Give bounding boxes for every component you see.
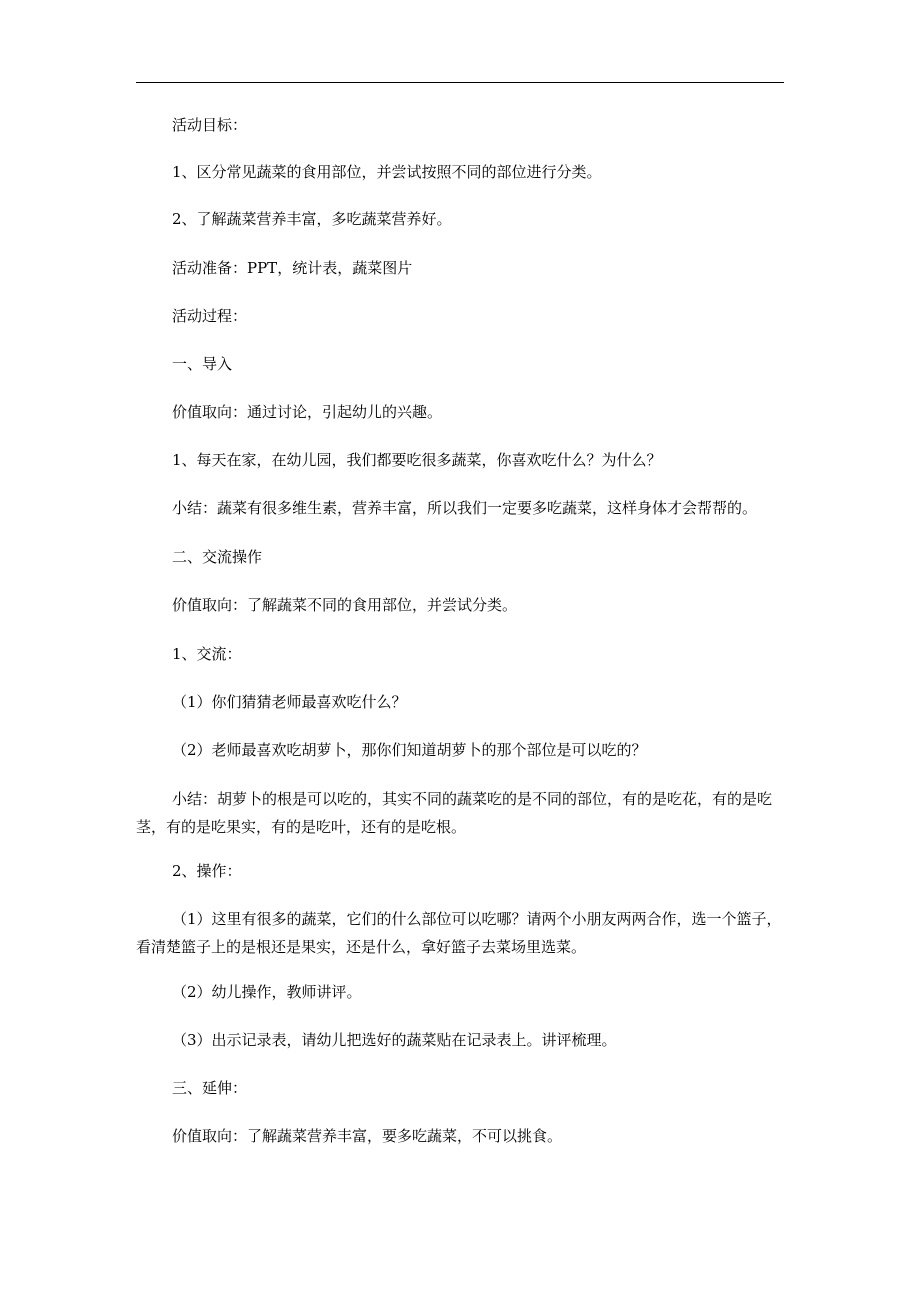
section-1-heading: 一、导入 [172,355,233,373]
exchange-summary: 小结：胡萝卜的根是可以吃的，其实不同的蔬菜吃的是不同的部位，有的是吃花，有的是吃茎，有的是吃果实，有的是吃叶，还有的是吃根。 [136,790,773,836]
activity-process-heading: 活动过程： [172,307,248,325]
header-rule [136,82,784,83]
section-1-summary: 小结：蔬菜有很多维生素，营养丰富，所以我们一定要多吃蔬菜，这样身体才会帮帮的。 [172,499,758,517]
operation-item-2: （2）幼儿操作，教师讲评。 [172,983,362,1001]
operation-item-3: （3）出示记录表，请幼儿把选好的蔬菜贴在记录表上。讲评梳理。 [172,1031,617,1049]
exchange-heading: 1、交流： [172,645,242,663]
operation-item-1: （1）这里有很多的蔬菜，它们的什么部位可以吃哪？请两个小朋友两两合作，选一个篮子，看清楚篮子上的是根还是果实，还是什么，拿好篮子去菜场里选菜。 [136,910,782,956]
section-2-value: 价值取向：了解蔬菜不同的食用部位，并尝试分类。 [172,596,518,614]
goal-item-1: 1、区分常见蔬菜的食用部位，并尝试按照不同的部位进行分类。 [172,163,602,181]
goal-item-2: 2、了解蔬菜营养丰富，多吃蔬菜营养好。 [172,210,452,228]
section-3-heading: 三、延伸： [172,1079,248,1097]
operation-heading: 2、操作： [172,862,242,880]
section-3-value: 价值取向：了解蔬菜营养丰富，要多吃蔬菜，不可以挑食。 [172,1127,563,1145]
section-1-question: 1、每天在家，在幼儿园，我们都要吃很多蔬菜，你喜欢吃什么？为什么？ [172,451,662,469]
activity-goals-heading: 活动目标： [172,116,248,134]
exchange-item-2: （2）老师最喜欢吃胡萝卜，那你们知道胡萝卜的那个部位是可以吃的？ [172,741,647,759]
activity-preparation: 活动准备：PPT，统计表，蔬菜图片 [172,259,413,277]
exchange-item-1: （1）你们猜猜老师最喜欢吃什么？ [172,693,407,711]
section-2-heading: 二、交流操作 [172,548,263,566]
section-1-value: 价值取向：通过讨论，引起幼儿的兴趣。 [172,403,443,421]
